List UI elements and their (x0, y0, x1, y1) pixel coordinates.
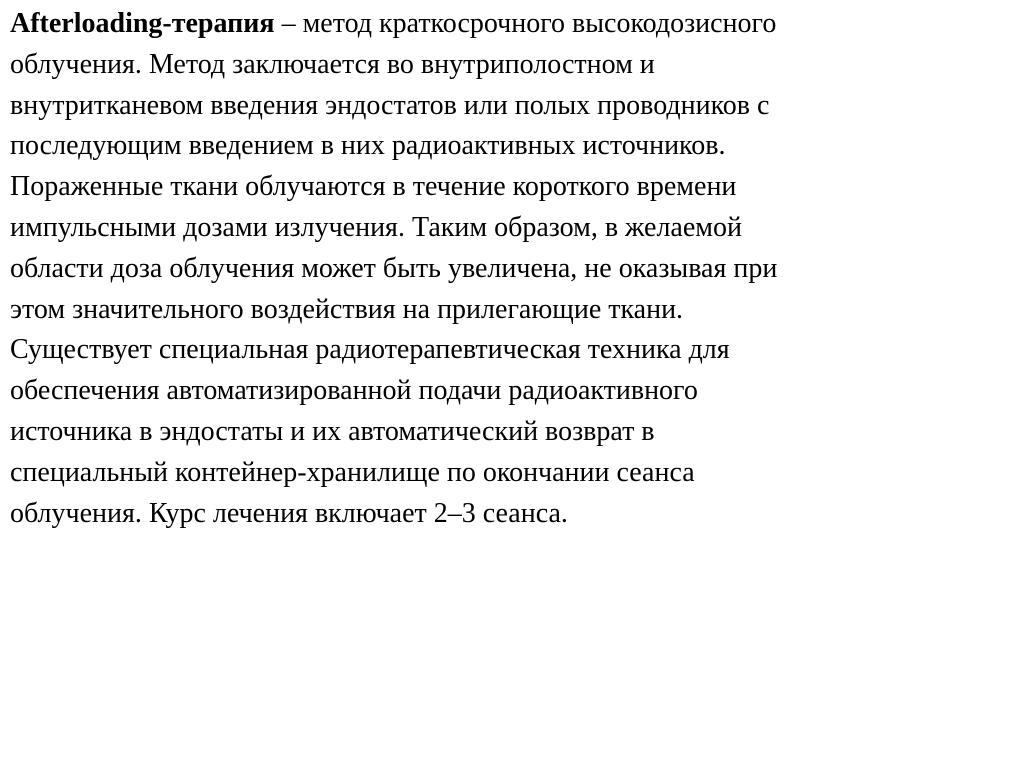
body-line-11: источника в эндостаты и их автоматический возврат в (10, 415, 655, 447)
body-line-4: последующим введением в них радиоактивных источников. (10, 130, 726, 162)
body-line-6: импульсными дозами излучения. Таким образом, в желаемой (10, 211, 742, 243)
body-line-13: облучения. Курс лечения включает 2–3 сеанса. (10, 497, 568, 529)
body-line-8: этом значительного воздействия на прилегающие ткани. (10, 293, 684, 325)
body-line-7: области доза облучения может быть увеличена, не оказывая при (10, 252, 778, 284)
body-line-1: – метод краткосрочного высокодозисного (274, 8, 777, 39)
body-line-5: Пораженные ткани облучаются в течение короткого времени (10, 171, 737, 203)
body-paragraph (10, 4, 1010, 534)
body-line-10: обеспечения автоматизированной подачи радиоактивного (10, 375, 698, 407)
body-line-9: Существует специальная радиотерапевтическая техника для (10, 334, 730, 366)
body-line-3: внутритканевом введения эндостатов или полых проводников с (10, 89, 770, 121)
body-line-2: облучения. Метод заключается во внутриполостном и (10, 48, 655, 80)
body-line-12: специальный контейнер-хранилище по окончании сеанса (10, 456, 695, 488)
term-bold: Afterloading-терапия (10, 8, 275, 39)
